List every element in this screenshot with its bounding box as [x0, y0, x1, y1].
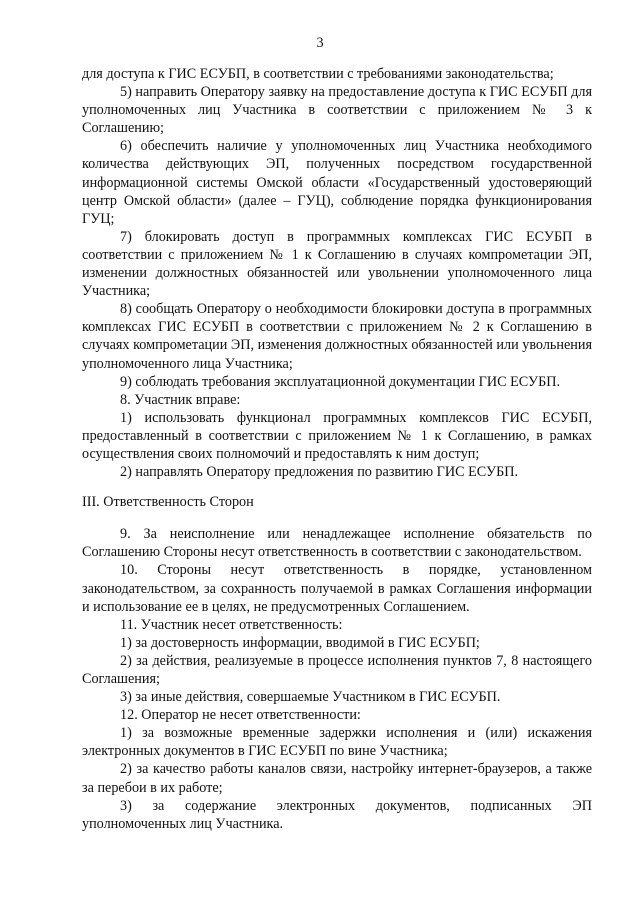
paragraph-clause-8: 8. Участник вправе:	[120, 391, 241, 408]
paragraph-item-6: 6) обеспечить наличие у уполномоченных лиц Участника необходимого количества действующих ЭП, полученных посредством государственной информационной системы Омской области «Государственный удостоверяющий центр Омской области» (далее – ГУЦ), соблюдение порядка функционирования ГУЦ;	[82, 138, 592, 227]
paragraph-clause-12-item-2: 2) за качество работы каналов связи, настройку интернет-браузеров, а также за перебои в их работе;	[82, 761, 592, 796]
paragraph-clause-12-item-3: 3) за содержание электронных документов, подписанных ЭП уполномоченных лиц Участника.	[82, 797, 592, 832]
paragraph-item-9: 9) соблюдать требования эксплуатационной документации ГИС ЕСУБП.	[120, 373, 561, 390]
paragraph-clause-11-item-1: 1) за достоверность информации, вводимой в ГИС ЕСУБП;	[120, 634, 480, 651]
paragraph-clause-11: 11. Участник несет ответственность:	[120, 616, 343, 633]
paragraph-item-7: 7) блокировать доступ в программных комплексах ГИС ЕСУБП в соответствии с приложением № 1 к Соглашению в случаях компрометации ЭП, изменении должностных обязанностей или увольнении уполномоченного лица Участника;	[82, 228, 592, 300]
paragraph-clause-9: 9. За неисполнение или ненадлежащее исполнение обязательств по Соглашению Стороны несут ответственность в соответствии с законодательством.	[82, 526, 592, 561]
section-title: III. Ответственность Сторон	[82, 494, 254, 511]
page-number: 3	[316, 35, 324, 51]
paragraph-clause-11-item-2: 2) за действия, реализуемые в процессе исполнения пунктов 7, 8 настоящего Соглашения;	[82, 652, 592, 687]
paragraph-clause-10: 10. Стороны несут ответственность в порядке, установленном законодательством, за сохранность получаемой в рамках Соглашения информации и использование ее в целях, не предусмотренных Соглашением.	[82, 562, 592, 615]
paragraph-clause-8-item-1: 1) использовать функционал программных комплексов ГИС ЕСУБП, предоставленный в соответствии с приложением № 1 к Соглашению, в рамках осуществления своих полномочий и предоставлять к ним доступ;	[82, 409, 592, 462]
paragraph-clause-11-item-3: 3) за иные действия, совершаемые Участником в ГИС ЕСУБП.	[120, 689, 501, 706]
paragraph-item-8: 8) сообщать Оператору о необходимости блокировки доступа в программных комплексах ГИС ЕСУБП в соответствии с приложением № 2 к Соглашению в случаях компрометации ЭП, изменения должностных обязанностей или увольнения уполномоченного лица Участника;	[82, 301, 592, 372]
paragraph-clause-8-item-2: 2) направлять Оператору предложения по развитию ГИС ЕСУБП.	[120, 464, 519, 481]
paragraph-clause-12: 12. Оператор не несет ответственности:	[120, 707, 361, 724]
paragraph-item-5: 5) направить Оператору заявку на предоставление доступа к ГИС ЕСУБП для уполномоченных лиц Участника в соответствии с приложением № 3 к Соглашению;	[82, 84, 592, 137]
paragraph-continuation: для доступа к ГИС ЕСУБП, в соответствии с требованиями законодательства;	[82, 66, 554, 82]
paragraph-clause-12-item-1: 1) за возможные временные задержки исполнения и (или) искажения электронных документов в ГИС ЕСУБП по вине Участника;	[82, 725, 592, 760]
document-body	[82, 65, 592, 833]
